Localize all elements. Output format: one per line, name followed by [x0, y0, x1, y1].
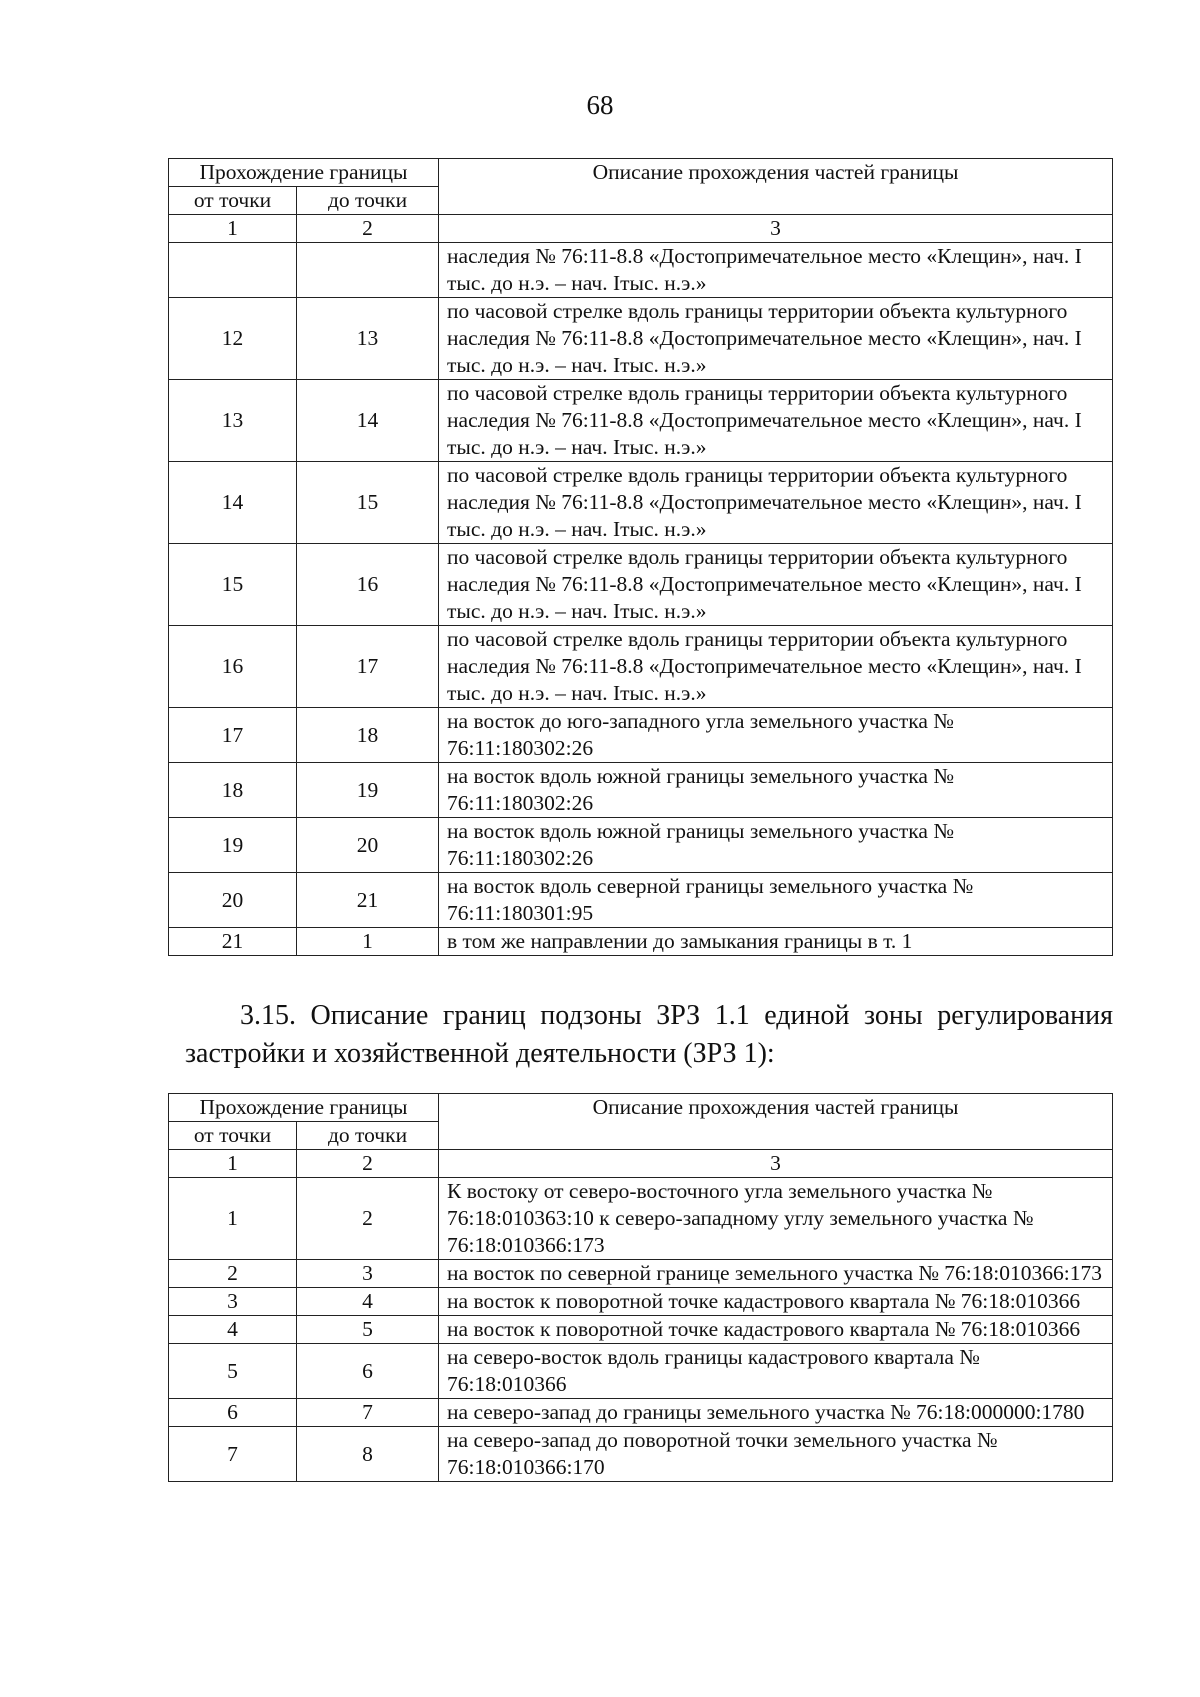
table-row — [169, 1399, 1113, 1427]
table-row — [169, 544, 1113, 626]
from-point-cell: 17 — [169, 708, 297, 763]
from-point-cell: 3 — [169, 1288, 297, 1316]
from-point-cell: 20 — [169, 873, 297, 928]
column-index-3: 3 — [439, 215, 1113, 243]
table-row — [169, 298, 1113, 380]
header-to-point: до точки — [297, 187, 439, 215]
description-cell: на восток по северной границе земельного участка № 76:18:010366:173 — [439, 1260, 1113, 1288]
from-point-cell: 13 — [169, 380, 297, 462]
table-row — [169, 873, 1113, 928]
from-point-cell: 6 — [169, 1399, 297, 1427]
from-point-cell: 1 — [169, 1178, 297, 1260]
table-row — [169, 462, 1113, 544]
description-cell: на восток до юго-западного угла земельного участка № 76:11:180302:26 — [439, 708, 1113, 763]
column-index-1: 1 — [169, 215, 297, 243]
description-cell: в том же направлении до замыкания границы в т. 1 — [439, 928, 1113, 956]
header-from-point: от точки — [169, 187, 297, 215]
description-cell: по часовой стрелке вдоль границы территории объекта культурного наследия № 76:11-8.8 «Достопримечательное место «Клещин», нач. I тыс. до н.э. – нач. Iтыс. н.э.» — [439, 626, 1113, 708]
from-point-cell: 7 — [169, 1427, 297, 1482]
from-point-cell: 16 — [169, 626, 297, 708]
table-row — [169, 1344, 1113, 1399]
from-point-cell: 18 — [169, 763, 297, 818]
boundary-table-2 — [168, 1093, 1113, 1482]
table-row — [169, 928, 1113, 956]
table-row — [169, 708, 1113, 763]
description-cell: К востоку от северо-восточного угла земельного участка № 76:18:010363:10 к северо-западному углу земельного участка № 76:18:010366:173 — [439, 1178, 1113, 1260]
description-cell: на северо-запад до границы земельного участка № 76:18:000000:1780 — [439, 1399, 1113, 1427]
header-boundary-passage: Прохождение границы — [169, 159, 439, 187]
description-cell: на восток вдоль южной границы земельного участка № 76:11:180302:26 — [439, 763, 1113, 818]
description-cell: по часовой стрелке вдоль границы территории объекта культурного наследия № 76:11-8.8 «Достопримечательное место «Клещин», нач. I тыс. до н.э. – нач. Iтыс. н.э.» — [439, 380, 1113, 462]
table-row — [169, 1288, 1113, 1316]
column-index-2: 2 — [297, 215, 439, 243]
description-cell: на восток к поворотной точке кадастрового квартала № 76:18:010366 — [439, 1316, 1113, 1344]
boundary-table-1 — [168, 158, 1113, 956]
header-to-point: до точки — [297, 1122, 439, 1150]
to-point-cell: 20 — [297, 818, 439, 873]
header-description: Описание прохождения частей границы — [439, 159, 1113, 215]
column-index-3: 3 — [439, 1150, 1113, 1178]
description-cell: по часовой стрелке вдоль границы территории объекта культурного наследия № 76:11-8.8 «Достопримечательное место «Клещин», нач. I тыс. до н.э. – нач. Iтыс. н.э.» — [439, 298, 1113, 380]
to-point-cell: 21 — [297, 873, 439, 928]
description-cell: по часовой стрелке вдоль границы территории объекта культурного наследия № 76:11-8.8 «Достопримечательное место «Клещин», нач. I тыс. до н.э. – нач. Iтыс. н.э.» — [439, 544, 1113, 626]
header-boundary-passage: Прохождение границы — [169, 1094, 439, 1122]
to-point-cell: 2 — [297, 1178, 439, 1260]
to-point-cell: 3 — [297, 1260, 439, 1288]
to-point-cell: 17 — [297, 626, 439, 708]
to-point-cell: 4 — [297, 1288, 439, 1316]
to-point-cell: 7 — [297, 1399, 439, 1427]
from-point-cell: 21 — [169, 928, 297, 956]
table-row — [169, 1427, 1113, 1482]
to-point-cell: 13 — [297, 298, 439, 380]
from-point-cell — [169, 243, 297, 298]
header-description: Описание прохождения частей границы — [439, 1094, 1113, 1150]
page-number: 68 — [586, 90, 614, 120]
description-cell: наследия № 76:11-8.8 «Достопримечательное место «Клещин», нач. I тыс. до н.э. – нач. Iтыс. н.э.» — [439, 243, 1113, 298]
to-point-cell: 16 — [297, 544, 439, 626]
to-point-cell: 18 — [297, 708, 439, 763]
to-point-cell — [297, 243, 439, 298]
boundary-table-2-body — [169, 1178, 1113, 1482]
table-row — [169, 626, 1113, 708]
from-point-cell: 19 — [169, 818, 297, 873]
description-cell: на северо-восток вдоль границы кадастрового квартала № 76:18:010366 — [439, 1344, 1113, 1399]
description-cell: на северо-запад до поворотной точки земельного участка № 76:18:010366:170 — [439, 1427, 1113, 1482]
to-point-cell: 15 — [297, 462, 439, 544]
from-point-cell: 12 — [169, 298, 297, 380]
table-row — [169, 1316, 1113, 1344]
from-point-cell: 4 — [169, 1316, 297, 1344]
table-row — [169, 243, 1113, 298]
table-row — [169, 1260, 1113, 1288]
to-point-cell: 8 — [297, 1427, 439, 1482]
from-point-cell: 5 — [169, 1344, 297, 1399]
from-point-cell: 14 — [169, 462, 297, 544]
to-point-cell: 1 — [297, 928, 439, 956]
table-row — [169, 1178, 1113, 1260]
column-index-2: 2 — [297, 1150, 439, 1178]
to-point-cell: 5 — [297, 1316, 439, 1344]
column-index-1: 1 — [169, 1150, 297, 1178]
to-point-cell: 14 — [297, 380, 439, 462]
description-cell: по часовой стрелке вдоль границы территории объекта культурного наследия № 76:11-8.8 «Достопримечательное место «Клещин», нач. I тыс. до н.э. – нач. Iтыс. н.э.» — [439, 462, 1113, 544]
header-from-point: от точки — [169, 1122, 297, 1150]
table-row — [169, 763, 1113, 818]
description-cell: на восток к поворотной точке кадастрового квартала № 76:18:010366 — [439, 1288, 1113, 1316]
table-row — [169, 818, 1113, 873]
section-title: 3.15. Описание границ подзоны ЗРЗ 1.1 единой зоны регулирования застройки и хозяйственной деятельности (ЗРЗ 1): — [185, 1000, 1113, 1069]
description-cell: на восток вдоль южной границы земельного участка № 76:11:180302:26 — [439, 818, 1113, 873]
to-point-cell: 19 — [297, 763, 439, 818]
to-point-cell: 6 — [297, 1344, 439, 1399]
from-point-cell: 15 — [169, 544, 297, 626]
description-cell: на восток вдоль северной границы земельного участка № 76:11:180301:95 — [439, 873, 1113, 928]
from-point-cell: 2 — [169, 1260, 297, 1288]
table-row — [169, 380, 1113, 462]
boundary-table-1-body — [169, 243, 1113, 956]
